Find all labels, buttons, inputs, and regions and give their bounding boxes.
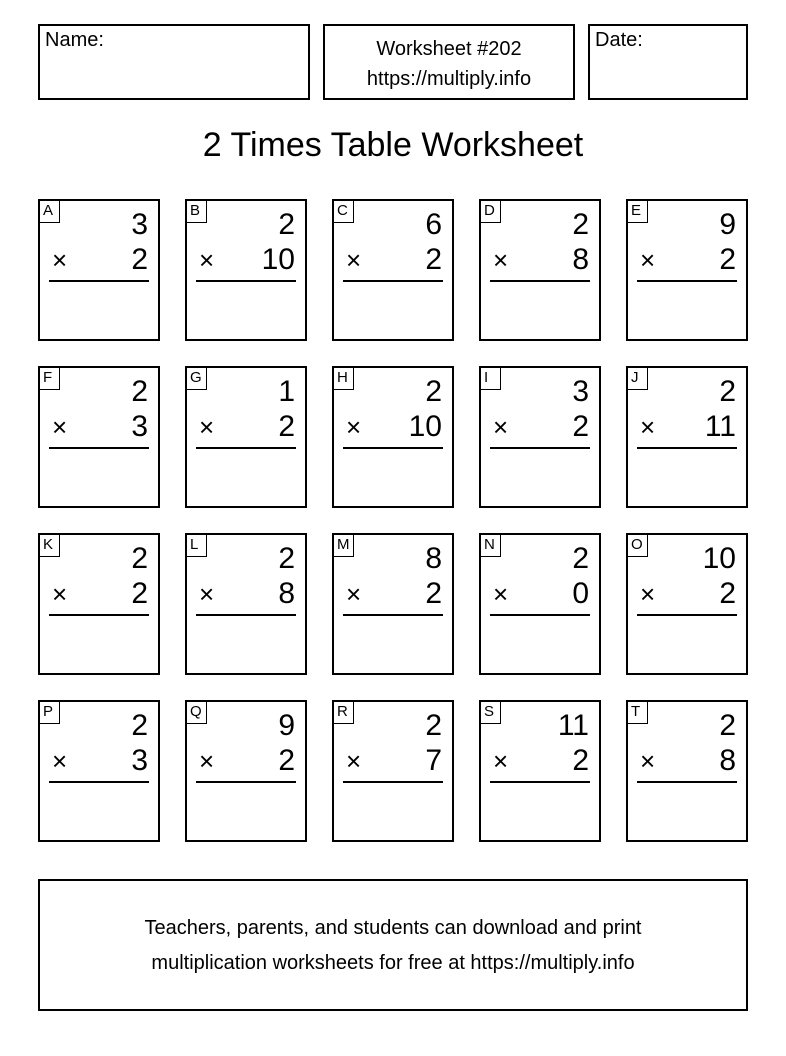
answer-line [637,447,737,449]
times-icon: × [493,412,509,442]
times-icon: × [493,579,509,609]
problem-card[interactable] [38,700,160,842]
problem-letter: E [628,201,648,223]
answer-line [196,447,296,449]
times-icon: × [346,412,362,442]
problem-multiplicand: 2 [425,709,442,742]
problem-multiplier: 2 [425,243,442,276]
answer-line [196,614,296,616]
answer-line [49,614,149,616]
problem-card[interactable] [38,533,160,675]
problem-multiplier: 10 [261,243,295,276]
problem-card[interactable] [626,366,748,508]
problem-multiplier: 2 [278,410,295,443]
date-field-box[interactable] [588,24,748,100]
problem-multiplicand: 2 [131,375,148,408]
problem-multiplier: 2 [572,744,589,777]
times-icon: × [199,412,215,442]
problem-multiplier: 2 [425,577,442,610]
problem-multiplicand: 2 [278,208,295,241]
problem-multiplicand: 2 [425,375,442,408]
problem-letter: N [481,535,501,557]
problem-letter: R [334,702,354,724]
answer-line [343,614,443,616]
problem-multiplier: 3 [131,410,148,443]
problem-letter: D [481,201,501,223]
problem-letter: T [628,702,648,724]
answer-line [490,781,590,783]
problem-card[interactable] [332,366,454,508]
problem-multiplicand: 2 [572,542,589,575]
problem-card[interactable] [626,199,748,341]
answer-line [637,614,737,616]
problem-letter: A [40,201,60,223]
problem-card[interactable] [626,533,748,675]
problem-card[interactable] [479,199,601,341]
problem-multiplier: 0 [572,577,589,610]
times-icon: × [493,746,509,776]
problem-multiplier: 10 [408,410,442,443]
times-icon: × [346,746,362,776]
worksheet-number: Worksheet #202 [376,38,522,60]
answer-line [637,781,737,783]
worksheet-url: https://multiply.info [366,68,532,90]
problem-letter: K [40,535,60,557]
problem-card[interactable] [479,366,601,508]
date-label: Date: [595,29,643,51]
problem-letter: F [40,368,60,390]
times-icon: × [52,746,68,776]
problem-card[interactable] [38,366,160,508]
problem-multiplicand: 2 [131,709,148,742]
page-title: 2 Times Table Worksheet [202,126,584,164]
times-icon: × [346,245,362,275]
problem-multiplier: 2 [131,243,148,276]
problem-card[interactable] [626,700,748,842]
answer-line [343,781,443,783]
problem-multiplier: 11 [704,410,736,443]
times-icon: × [199,245,215,275]
problem-multiplicand: 9 [719,208,736,241]
problem-card[interactable] [185,366,307,508]
times-icon: × [346,579,362,609]
problem-multiplier: 2 [719,577,736,610]
answer-line [49,447,149,449]
problem-multiplier: 2 [572,410,589,443]
problem-card[interactable] [185,700,307,842]
problem-multiplier: 7 [425,744,442,777]
problem-multiplier: 2 [131,577,148,610]
times-icon: × [640,412,656,442]
problem-multiplicand: 1 [278,375,295,408]
problem-letter: G [187,368,207,390]
problem-card[interactable] [38,199,160,341]
answer-line [49,781,149,783]
times-icon: × [52,579,68,609]
problem-letter: M [334,535,354,557]
problem-card[interactable] [332,700,454,842]
answer-line [196,781,296,783]
problem-card[interactable] [479,533,601,675]
problem-letter: B [187,201,207,223]
problem-multiplicand: 2 [131,542,148,575]
times-icon: × [493,245,509,275]
problem-letter: C [334,201,354,223]
problem-multiplicand: 3 [572,375,589,408]
problem-multiplicand: 8 [425,542,442,575]
problem-letter: Q [187,702,207,724]
answer-line [490,614,590,616]
answer-line [343,280,443,282]
times-icon: × [199,746,215,776]
problem-multiplier: 8 [572,243,589,276]
times-icon: × [52,412,68,442]
problem-multiplier: 8 [278,577,295,610]
problem-letter: I [481,368,501,390]
times-icon: × [199,579,215,609]
footer-line-2: multiplication worksheets for free at https://multiply.info [151,952,635,974]
times-icon: × [640,746,656,776]
problem-multiplier: 3 [131,744,148,777]
problem-letter: H [334,368,354,390]
problem-multiplicand: 11 [557,709,589,742]
problem-card[interactable] [332,199,454,341]
name-label: Name: [45,29,104,51]
times-icon: × [640,579,656,609]
problem-multiplicand: 6 [425,208,442,241]
problem-multiplicand: 10 [702,542,736,575]
problem-card[interactable] [332,533,454,675]
problem-card[interactable] [185,199,307,341]
answer-line [49,280,149,282]
problem-multiplier: 2 [278,744,295,777]
worksheet-info-box [323,24,575,100]
name-field-box[interactable] [38,24,310,100]
problem-letter: P [40,702,60,724]
answer-line [196,280,296,282]
problem-letter: L [187,535,207,557]
problem-multiplicand: 2 [719,375,736,408]
problem-multiplicand: 2 [278,542,295,575]
answer-line [490,447,590,449]
footer-line-1: Teachers, parents, and students can download and print [144,917,642,939]
problem-multiplicand: 9 [278,709,295,742]
times-icon: × [52,245,68,275]
problem-letter: J [628,368,648,390]
problem-card[interactable] [185,533,307,675]
footer-box [38,879,748,1011]
problem-multiplicand: 2 [719,709,736,742]
problem-multiplicand: 2 [572,208,589,241]
problem-multiplicand: 3 [131,208,148,241]
problem-multiplier: 2 [719,243,736,276]
answer-line [637,280,737,282]
answer-line [490,280,590,282]
problem-card[interactable] [479,700,601,842]
times-icon: × [640,245,656,275]
answer-line [343,447,443,449]
problem-letter: S [481,702,501,724]
problem-letter: O [628,535,648,557]
problem-multiplier: 8 [719,744,736,777]
